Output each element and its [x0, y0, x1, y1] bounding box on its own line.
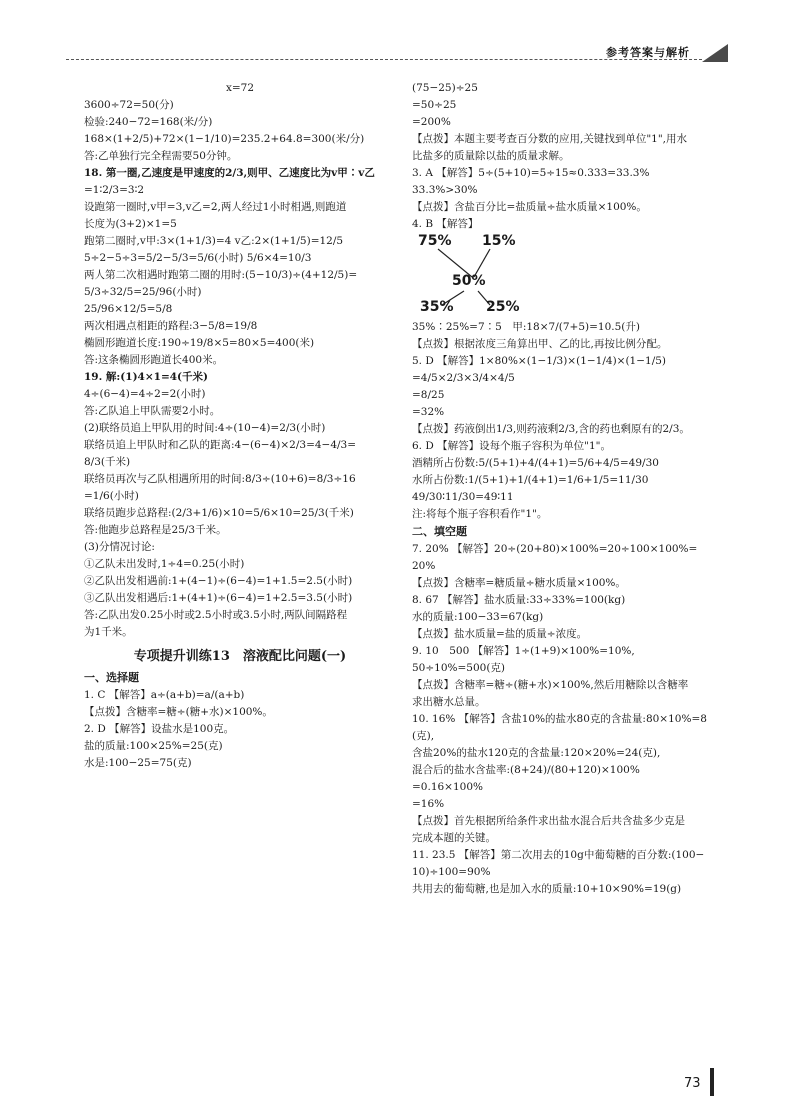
diagram-top-right: 15%: [482, 233, 516, 249]
right-bottom-line: 【点拨】含糖率=糖÷(糖+水)×100%,然后用糖除以含糖率: [412, 679, 689, 691]
right-bottom-line: (克),: [412, 730, 435, 742]
header-triangle: [702, 44, 728, 62]
left-line: 【点拨】含糖率=糖÷(糖+水)×100%。: [84, 706, 273, 718]
right-bottom-line: 49/30∶11/30=49∶11: [412, 491, 514, 503]
left-line: 联络员再次与乙队相遇所用的时间:8/3÷(10+6)=8/3÷16: [84, 473, 356, 485]
right-bottom-line: 【点拨】首先根据所给条件求出盐水混合后共含盐多少克是: [412, 815, 685, 827]
left-line: 3600÷72=50(分): [84, 99, 174, 111]
left-line: (2)联络员追上甲队用的时间:4÷(10−4)=2/3(小时): [84, 422, 326, 434]
left-line: 联络员跑步总路程:(2/3+1/6)×10=5/6×10=25/3(千米): [84, 507, 354, 519]
right-bottom-line: 【点拨】盐水质量=盐的质量÷浓度。: [412, 628, 588, 640]
left-line: 设跑第一圈时,v甲=3,v乙=2,两人经过1小时相遇,则跑道: [84, 201, 347, 213]
left-line: 4÷(6−4)=4÷2=2(小时): [84, 388, 206, 400]
right-bottom-line: 完成本题的关键。: [412, 832, 496, 844]
left-line: 一、选择题: [84, 671, 139, 684]
right-bottom-line: 二、填空题: [412, 525, 467, 538]
diagram-bottom-left: 35%: [420, 299, 454, 315]
left-line: 专项提升训练13 溶液配比问题(一): [133, 649, 347, 664]
left-line: 两人第二次相遇时跑第二圈的用时:(5−10/3)÷(4+12/5)=: [84, 269, 358, 281]
left-line: ①乙队未出发时,1÷4=0.25(小时): [84, 558, 245, 570]
right-bottom-line: =16%: [412, 798, 445, 810]
left-line: 水是:100−25=75(克): [84, 757, 192, 769]
left-line: ②乙队出发相遇前:1+(4−1)÷(6−4)=1+1.5=2.5(小时): [84, 575, 353, 587]
concentration-triangle-diagram: [412, 235, 552, 315]
right-bottom-line: =32%: [412, 406, 445, 418]
left-line: =1/6(小时): [84, 490, 139, 502]
right-top-line: (75−25)÷25: [412, 82, 478, 94]
right-bottom-line: 【点拨】根据浓度三角算出甲、乙的比,再按比例分配。: [412, 338, 668, 350]
right-bottom-line: 6. D 【解答】设每个瓶子容积为单位"1"。: [412, 440, 611, 452]
right-bottom-line: 酒精所占份数:5/(5+1)+4/(4+1)=5/6+4/5=49/30: [412, 457, 659, 469]
left-line: 答:他跑步总路程是25/3千米。: [84, 524, 227, 536]
right-bottom-line: 水的质量:100−33=67(kg): [412, 611, 544, 623]
right-bottom-line: 8. 67 【解答】盐水质量:33÷33%=100(kg): [412, 594, 626, 606]
right-bottom-line: 含盐20%的盐水120克的含盐量:120×20%=24(克),: [412, 747, 661, 759]
left-line: 答:乙队追上甲队需要2小时。: [84, 405, 221, 417]
left-column: [84, 80, 396, 772]
left-line: 盐的质量:100×25%=25(克): [84, 740, 223, 752]
right-bottom-line: 7. 20% 【解答】20÷(20+80)×100%=20÷100×100%=: [412, 543, 698, 555]
right-bottom-line: 【点拨】药液倒出1/3,则药液剩2/3,含的药也剩原有的2/3。: [412, 423, 690, 435]
left-line: 两次相遇点相距的路程:3−5/8=19/8: [84, 320, 258, 332]
right-top-line: 【点拨】本题主要考查百分数的应用,关键找到单位"1",用水: [412, 133, 688, 145]
right-bottom-line: 10. 16% 【解答】含盐10%的盐水80克的含盐量:80×10%=8: [412, 713, 707, 725]
left-line: 5/3÷32/5=25/96(小时): [84, 286, 202, 298]
right-bottom-line: 9. 10 500 【解答】1÷(1+9)×100%=10%,: [412, 645, 635, 657]
left-line: 检验:240−72=168(米/分): [84, 116, 213, 128]
right-top-line: =50÷25: [412, 99, 457, 111]
left-line: 2. D 【解答】设盐水是100克。: [84, 723, 235, 735]
page-marker-bar: [710, 1068, 714, 1096]
left-line: 18. 第一圈,乙速度是甲速度的2/3,则甲、乙速度比为v甲∶v乙: [84, 167, 375, 179]
right-bottom-line: 20%: [412, 560, 436, 572]
left-line: 答:这条椭圆形跑道长400米。: [84, 354, 224, 366]
right-top-line: 比盐多的质量除以盐的质量求解。: [412, 150, 570, 162]
left-line: 8/3(千米): [84, 456, 131, 468]
right-bottom-line: 注:将每个瓶子容积看作"1"。: [412, 508, 548, 520]
right-top-line: 4. B 【解答】: [412, 218, 479, 230]
left-line: 5÷2−5÷3=5/2−5/3=5/6(小时) 5/6×4=10/3: [84, 252, 312, 264]
header-rule: [66, 59, 702, 60]
right-bottom-line: 50÷10%=500(克): [412, 662, 506, 674]
right-bottom-line: 5. D 【解答】1×80%×(1−1/3)×(1−1/4)×(1−1/5): [412, 355, 667, 367]
diagram-center: 50%: [452, 273, 486, 289]
left-line: 19. 解:(1)4×1=4(千米): [84, 371, 208, 383]
right-bottom-line: 混合后的盐水含盐率:(8+24)/(80+120)×100%: [412, 764, 640, 776]
right-top-line: 3. A 【解答】5÷(5+10)=5÷15≈0.333=33.3%: [412, 167, 650, 179]
right-top-line: =200%: [412, 116, 451, 128]
right-bottom-line: 10)÷100=90%: [412, 866, 491, 878]
left-line: 168×(1+2/5)+72×(1−1/10)=235.2+64.8=300(米/分): [84, 133, 365, 145]
left-line: (3)分情况讨论:: [84, 541, 155, 553]
left-line: ③乙队出发相遇后:1+(4+1)÷(6−4)=1+2.5=3.5(小时): [84, 592, 353, 604]
right-bottom-line: 11. 23.5 【解答】第二次用去的10g中葡萄糖的百分数:(100−: [412, 849, 705, 861]
page-number: 73: [684, 1076, 701, 1091]
left-line: =1∶2/3=3∶2: [84, 184, 145, 196]
left-line: 为1千米。: [84, 626, 133, 638]
right-bottom-line: 求出糖水总量。: [412, 696, 486, 708]
left-line: 答:乙单独行完全程需要50分钟。: [84, 150, 238, 162]
left-line: 25/96×12/5=5/8: [84, 303, 173, 315]
left-line: 椭圆形跑道长度:190÷19/8×5=80×5=400(米): [84, 337, 315, 349]
diagram-bottom-right: 25%: [486, 299, 520, 315]
left-line: 跑第二圈时,v甲:3×(1+1/3)=4 v乙:2×(1+1/5)=12/5: [84, 235, 344, 247]
right-bottom-line: 【点拨】含糖率=糖质量÷糖水质量×100%。: [412, 577, 626, 589]
right-bottom-line: =4/5×2/3×3/4×4/5: [412, 372, 515, 384]
right-bottom-line: 水所占份数:1/(5+1)+1/(4+1)=1/6+1/5=11/30: [412, 474, 649, 486]
left-line: 答:乙队出发0.25小时或2.5小时或3.5小时,两队间隔路程: [84, 609, 348, 621]
right-bottom-line: 共用去的葡萄糖,也是加入水的质量:10+10×90%=19(g): [412, 883, 682, 895]
left-line: 联络员追上甲队时和乙队的距离:4−(6−4)×2/3=4−4/3=: [84, 439, 357, 451]
header-title: 参考答案与解析: [606, 46, 690, 59]
left-line: x=72: [225, 82, 255, 94]
left-line: 长度为(3+2)×1=5: [84, 218, 177, 230]
right-bottom-line: =0.16×100%: [412, 781, 483, 793]
diagram-top-left: 75%: [418, 233, 452, 249]
right-bottom-line: =8/25: [412, 389, 445, 401]
left-line: 1. C 【解答】a÷(a+b)=a/(a+b): [84, 689, 245, 701]
right-top-line: 【点拨】含盐百分比=盐质量÷盐水质量×100%。: [412, 201, 647, 213]
right-top-line: 33.3%>30%: [412, 184, 478, 196]
right-bottom-line: 35%∶25%=7∶5 甲:18×7/(7+5)=10.5(升): [412, 321, 640, 333]
right-column: [412, 80, 734, 898]
